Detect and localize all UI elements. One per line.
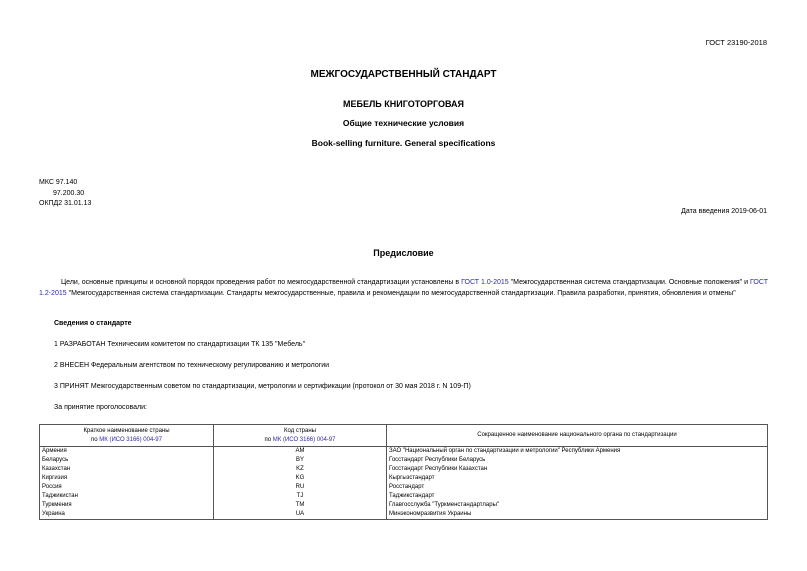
code-cell: UA [214, 510, 387, 520]
mks-code-secondary: 97.200.30 [53, 189, 85, 197]
table-row [40, 456, 768, 465]
classification-codes [39, 178, 91, 210]
preface-text: Цели, основные принципы и основной порядок проведения работ по межгосударственной стандартизации установлены в [61, 279, 462, 286]
standard-heading: МЕЖГОСУДАРСТВЕННЫЙ СТАНДАРТ [310, 69, 497, 80]
document-title: МЕБЕЛЬ КНИГОТОРГОВАЯ [343, 99, 464, 109]
header-label: по [91, 436, 100, 443]
document-subtitle: Общие технические условия [342, 118, 465, 128]
info-item-adopted: 3 ПРИНЯТ Межгосударственным советом по стандартизации, метрологии и сертификации (протокол от 30 мая 2018 г. N 109-П) [54, 383, 471, 390]
body-column-header: Сокращенное наименование национального органа по стандартизации [387, 425, 768, 447]
body-cell: Росстандарт [387, 483, 768, 492]
preface-paragraph [39, 278, 768, 299]
body-cell: Госстандарт Республики Казахстан [387, 465, 768, 474]
preface-text: "Межгосударственная система стандартизации. Стандарты межгосударственные, правила и рекомендации по межгосударственной стандартизации. Правила разработки, принятия, обновления и отмены" [66, 289, 736, 297]
body-cell: Главгосслужба "Туркменстандартлары" [387, 501, 768, 510]
code-column-header [214, 425, 387, 447]
body-cell: Кыргызстандарт [387, 474, 768, 483]
code-cell: AM [214, 447, 387, 457]
code-cell: BY [214, 456, 387, 465]
code-cell: RU [214, 483, 387, 492]
body-cell: Таджикстандарт [387, 492, 768, 501]
country-cell: Казахстан [40, 465, 214, 474]
table-row [40, 447, 768, 457]
code-classifier-link[interactable]: МК (ИСО 3166) 004-97 [272, 436, 336, 443]
document-title-english: Book-selling furniture. General specifications [311, 138, 496, 148]
country-cell: Туркмения [40, 501, 214, 510]
table-row [40, 474, 768, 483]
table-row [40, 501, 768, 510]
body-cell: Минэкономразвития Украины [387, 510, 768, 520]
gost-1-0-link[interactable]: ГОСТ 1.0-2015 [461, 279, 509, 286]
effective-date: Дата введения 2019-06-01 [681, 208, 767, 215]
country-cell: Украина [40, 510, 214, 520]
table-header-row [40, 425, 768, 447]
preface-text: "Межгосударственная система стандартизации. Основные положения" и [508, 279, 751, 286]
standard-info-title: Сведения о стандарте [54, 320, 132, 327]
country-cell: Армения [40, 447, 214, 457]
country-cell: Беларусь [40, 456, 214, 465]
preface-title: Предисловие [373, 248, 434, 258]
mks-code: МКС 97.140 [39, 179, 78, 186]
header-label: Код страны [284, 428, 316, 434]
table-row [40, 465, 768, 474]
table-row [40, 510, 768, 520]
header-label: Краткое наименование страны [83, 428, 170, 434]
voting-table [39, 424, 768, 520]
code-cell: KG [214, 474, 387, 483]
gost-1-2-link[interactable]: ГОСТ 1.2-2015 [39, 279, 768, 297]
country-cell: Россия [40, 483, 214, 492]
table-row [40, 492, 768, 501]
code-cell: TJ [214, 492, 387, 501]
voted-label: За принятие проголосовали: [54, 404, 147, 411]
table-row [40, 483, 768, 492]
body-cell: Госстандарт Республики Беларусь [387, 456, 768, 465]
country-cell: Таджикистан [40, 492, 214, 501]
country-cell: Киргизия [40, 474, 214, 483]
body-cell: ЗАО "Национальный орган по стандартизации и метрологии" Республики Армения [387, 447, 768, 457]
country-column-header [40, 425, 214, 447]
info-item-introduced: 2 ВНЕСЕН Федеральным агентством по техническому регулированию и метрологии [54, 362, 330, 369]
okpd-code: ОКПД2 31.01.13 [39, 200, 92, 207]
header-label: по [264, 436, 273, 443]
code-cell: KZ [214, 465, 387, 474]
document-number: ГОСТ 23190-2018 [705, 38, 767, 47]
country-classifier-link[interactable]: МК (ИСО 3166) 004-97 [99, 436, 162, 443]
code-cell: TM [214, 501, 387, 510]
info-item-developed: 1 РАЗРАБОТАН Техническим комитетом по стандартизации ТК 135 "Мебель" [54, 341, 306, 348]
